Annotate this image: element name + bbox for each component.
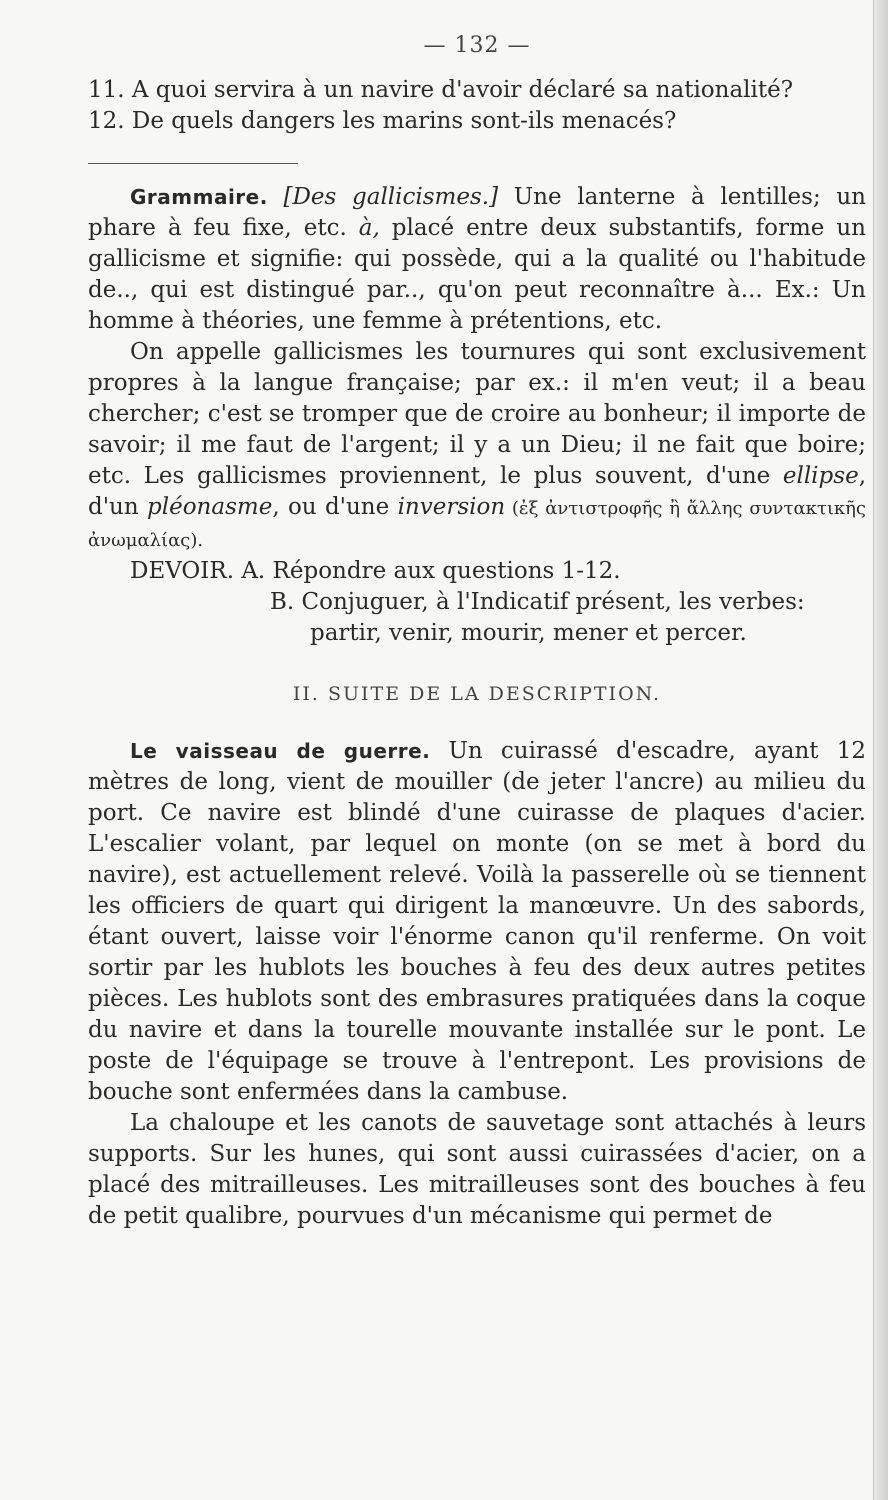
separator-rule xyxy=(88,163,298,164)
grammar-paragraph xyxy=(88,182,866,337)
section-heading: II. SUITE DE LA DESCRIPTION. xyxy=(292,683,662,705)
vaisseau-paragraph xyxy=(88,736,866,1108)
gallicisms-paragraph xyxy=(88,337,866,556)
devoir-line-b: B. Conjuguer, à l'Indicatif présent, les verbes: xyxy=(270,589,805,615)
grammar-p1-text: Une lanterne à lentilles; un phare à feu fixe, etc. xyxy=(88,184,866,241)
devoir-line-a: DEVOIR. A. Répondre aux questions 1-12. xyxy=(130,558,621,584)
page-edge xyxy=(873,0,888,1500)
question-11: 11. A quoi servira à un navire d'avoir déclaré sa nationalité? xyxy=(88,77,794,103)
term-pleonasme: pléonasme xyxy=(147,494,273,520)
greek-gloss: (ἐξ ἀντιστροφῆς ἢ ἄλλης συντακτικῆς ἀνωμαλίας). xyxy=(88,498,866,551)
vaisseau-p1: Un cuirassé d'escadre, ayant 12 mètres de long, vient de mouiller (de jeter l'ancre) au milieu du port. Ce navire est blindé d'une cuirasse de plaques d'acier. L'escalier volant, par lequel on monte (on se met à bord du navire), est actuellement relevé. Voilà la passerelle où se tiennent les officiers de quart qui dirigent la manœuvre. Un des sabords, étant ouvert, laisse voir l'énorme canon qu'il renferme. On voit sortir par les hublots les bouches à feu des deux autres petites pièces. Les hublots sont des embrasures pratiquées dans la coque du navire et dans la tourelle mouvante installée sur le pont. Le poste de l'équipage se trouve à l'entrepont. Les provisions de bouche sont enfermées dans la cambuse. xyxy=(88,738,866,1105)
question-12: 12. De quels dangers les marins sont-ils menacés? xyxy=(88,108,677,134)
vaisseau-paragraph-2: La chaloupe et les canots de sauvetage sont attachés à leurs supports. Sur les hunes, qui sont aussi cuirassées d'acier, on a placé des mitrailleuses. Les mitrailleuses sont des bouches à feu de petit qualibre, pourvues d'un mécanisme qui permet de xyxy=(88,1110,866,1229)
vaisseau-title: Le vaisseau de guerre. xyxy=(130,739,431,763)
devoir-block xyxy=(88,556,866,649)
grammar-title: Grammaire. xyxy=(130,185,268,209)
gallicisms-mid1: , d'un xyxy=(88,463,866,520)
page-number: — 132 — xyxy=(423,33,531,58)
gallicisms-text: On appelle gallicismes les tournures qui sont exclusivement propres à la langue française; par ex.: il m'en veut; il a beau chercher; c'est se tromper que de croire au bonheur; il importe de savoir; il me faut de l'argent; il y a un Dieu; il ne fait que boire; etc. Les gallicismes proviennent, le plus souvent, d'une xyxy=(88,339,866,489)
grammar-p1-a: à, xyxy=(358,215,380,241)
grammar-subtitle: [Des gallicismes.] xyxy=(283,184,499,210)
grammar-p1-rest: placé entre deux substantifs, forme un gallicisme et signifie: qui possède, qui a la qualité ou l'habitude de.., qui est distingué par.., qu'on peut reconnaître à... Ex.: Un homme à théories, une femme à prétentions, etc. xyxy=(88,215,866,334)
term-inversion: inversion xyxy=(397,494,506,520)
devoir-line-c: partir, venir, mourir, mener et percer. xyxy=(310,620,747,646)
term-ellipse: ellipse xyxy=(782,463,859,489)
gallicisms-mid2: , ou d'une xyxy=(272,494,398,520)
book-page xyxy=(88,30,866,1232)
